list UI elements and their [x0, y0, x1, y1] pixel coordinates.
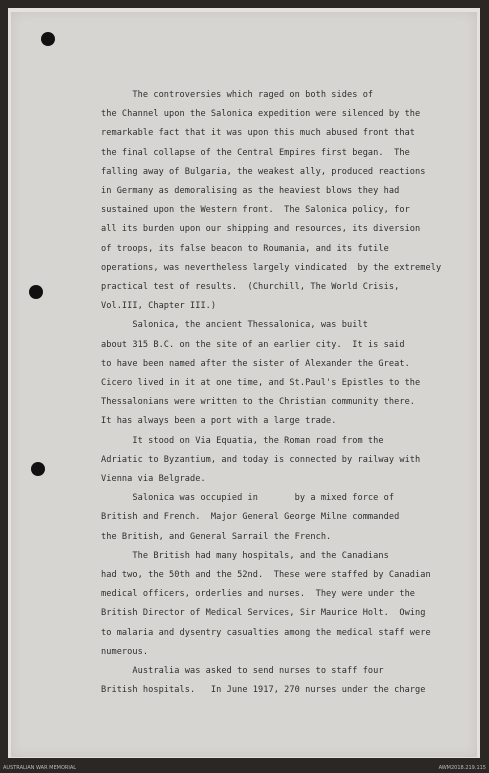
text-line: to have been named after the sister of Alexander the Great. [101, 358, 410, 369]
text-line: operations, was nevertheless largely vindicated by the extremely [101, 262, 442, 273]
text-line: sustained upon the Western front. The Salonica policy, for [101, 205, 410, 216]
text-line: Vienna via Belgrade. [101, 474, 206, 485]
text-line: in Germany as demoralising as the heaviest blows they had [101, 186, 400, 197]
text-line: British hospitals. In June 1917, 270 nurses under the charge [101, 685, 426, 696]
text-line: of troops, its false beacon to Roumania, and its futile [101, 243, 389, 254]
text-line: Vol.III, Chapter III.) [101, 301, 217, 312]
text-line: Australia was asked to send nurses to staff four [101, 666, 384, 677]
text-line: British Director of Medical Services, Sir Maurice Holt. Owing [101, 608, 426, 619]
text-line: Cicero lived in it at one time, and St.Paul's Epistles to the [101, 378, 421, 389]
typed-text [101, 86, 481, 701]
text-line: The British had many hospitals, and the Canadians [101, 550, 389, 561]
text-line: Adriatic to Byzantium, and today is connected by railway with [101, 454, 421, 465]
archive-footer [0, 763, 489, 773]
punch-hole-bottom [31, 462, 45, 476]
text-line: falling away of Bulgaria, the weakest ally, produced reactions [101, 166, 426, 177]
text-line: British and French. Major General George Milne commanded [101, 512, 400, 523]
text-line: medical officers, orderlies and nurses. They were under the [101, 589, 416, 600]
text-line: Salonica, the ancient Thessalonica, was built [101, 320, 368, 331]
text-line: the British, and General Sarrail the French. [101, 531, 332, 542]
archive-credit: AUSTRALIAN WAR MEMORIAL [3, 765, 77, 771]
text-line: Salonica was occupied in by a mixed force of [101, 493, 395, 504]
text-line: about 315 B.C. on the site of an earlier city. It is said [101, 339, 405, 350]
text-line: It has always been a port with a large trade. [101, 416, 337, 427]
text-line: practical test of results. (Churchill, The World Crisis, [101, 282, 400, 293]
text-line: the final collapse of the Central Empires first began. The [101, 147, 410, 158]
text-line: It stood on Via Equatia, the Roman road from the [101, 435, 384, 446]
punch-hole-top [41, 32, 55, 46]
text-line: to malaria and dysentry casualties among the medical staff were [101, 627, 431, 638]
archive-reference: AWM2018.219.115 [438, 765, 486, 771]
text-line: the Channel upon the Salonica expedition were silenced by the [101, 109, 421, 120]
text-line: remarkable fact that it was upon this much abused front that [101, 128, 416, 139]
punch-hole-middle [29, 285, 43, 299]
text-line: had two, the 50th and the 52nd. These were staffed by Canadian [101, 570, 431, 581]
text-line: The controversies which raged on both sides of [101, 90, 374, 100]
text-line: Thessalonians were written to the Christian community there. [101, 397, 416, 408]
text-line: all its burden upon our shipping and resources, its diversion [101, 224, 421, 235]
text-line: numerous. [101, 646, 149, 657]
